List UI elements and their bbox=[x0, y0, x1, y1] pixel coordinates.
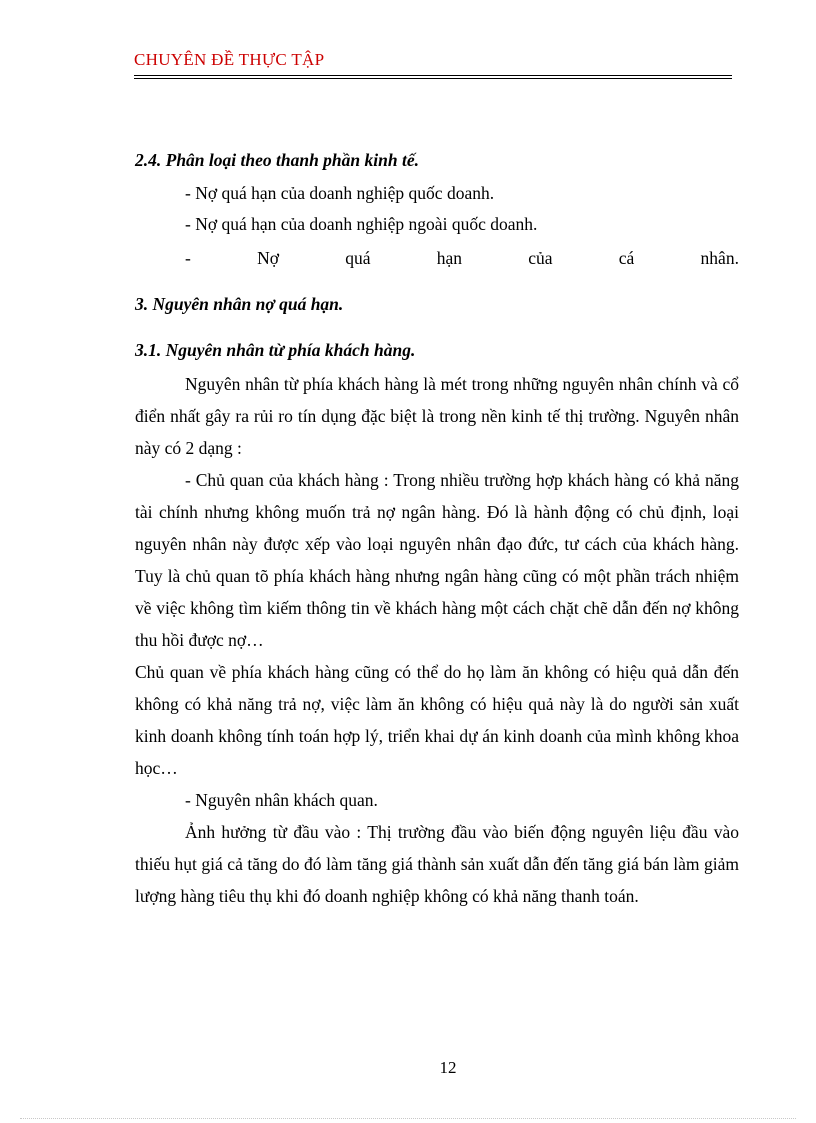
section-heading-3-1: 3.1. Nguyên nhân từ phía khách hàng. bbox=[135, 340, 416, 360]
section-heading-2-4: 2.4. Phân loại theo thanh phần kinh tế. bbox=[135, 150, 419, 170]
paragraph: - Chủ quan của khách hàng : Trong nhiều trường hợp khách hàng có khả năng tài chính nhưng không muốn trả nợ ngân hàng. Đó là hành động có chủ định, loại nguyên nhân này được xếp vào loại nguyên nhân đạo đức, tư cách của khách hàng. Tuy là chủ quan tõ phía khách hàng nhưng ngân hàng cũng có một phần trách nhiệm về việc không tìm kiếm thông tin về khách hàng một cách chặt chẽ dẫn đến nợ không thu hồi được nợ… bbox=[135, 470, 739, 650]
word: nhân. bbox=[700, 248, 739, 268]
page-header bbox=[134, 50, 732, 79]
footer-divider bbox=[20, 1118, 796, 1119]
header-rule-top bbox=[134, 75, 732, 76]
paragraph: - Nguyên nhân khách quan. bbox=[185, 790, 378, 810]
header-rule-bottom bbox=[134, 78, 732, 79]
header-title: CHUYÊN ĐỀ THỰC TẬP bbox=[134, 50, 325, 69]
page-number: 12 bbox=[439, 1058, 457, 1077]
paragraph: Chủ quan về phía khách hàng cũng có thể do họ làm ăn không có hiệu quả dẫn đến không có khả năng trả nợ, việc làm ăn không có hiệu quả này là do người sản xuất kinh doanh không tính toán hợp lý, triển khai dự án kinh doanh của mình không khoa học… bbox=[135, 662, 739, 778]
word: cá bbox=[618, 248, 635, 268]
paragraph: Nguyên nhân từ phía khách hàng là mét trong những nguyên nhân chính và cổ điển nhất gây ra rủi ro tín dụng đặc biệt là trong nền kinh tế thị trường. Nguyên nhân này có 2 dạng : bbox=[135, 374, 739, 458]
list-item: - Nợ quá hạn của doanh nghiệp ngoài quốc doanh. bbox=[185, 214, 538, 234]
word: hạn bbox=[436, 248, 462, 268]
document-body bbox=[135, 148, 739, 912]
list-item: - Nợ quá hạn của doanh nghiệp quốc doanh. bbox=[185, 183, 495, 203]
word: của bbox=[528, 248, 553, 268]
word: Nợ bbox=[257, 248, 279, 268]
list-item-justified bbox=[135, 246, 739, 270]
word: quá bbox=[345, 248, 371, 268]
section-heading-3: 3. Nguyên nhân nợ quá hạn. bbox=[135, 294, 344, 314]
paragraph: Ảnh hưởng từ đầu vào : Thị trường đầu vào biến động nguyên liệu đầu vào thiếu hụt giá cả tăng do đó làm tăng giá thành sản xuất dẫn đến tăng giá bán làm giảm lượng hàng tiêu thụ khi đó doanh nghiệp không có khả năng thanh toán. bbox=[135, 822, 739, 906]
word: - bbox=[185, 248, 191, 268]
